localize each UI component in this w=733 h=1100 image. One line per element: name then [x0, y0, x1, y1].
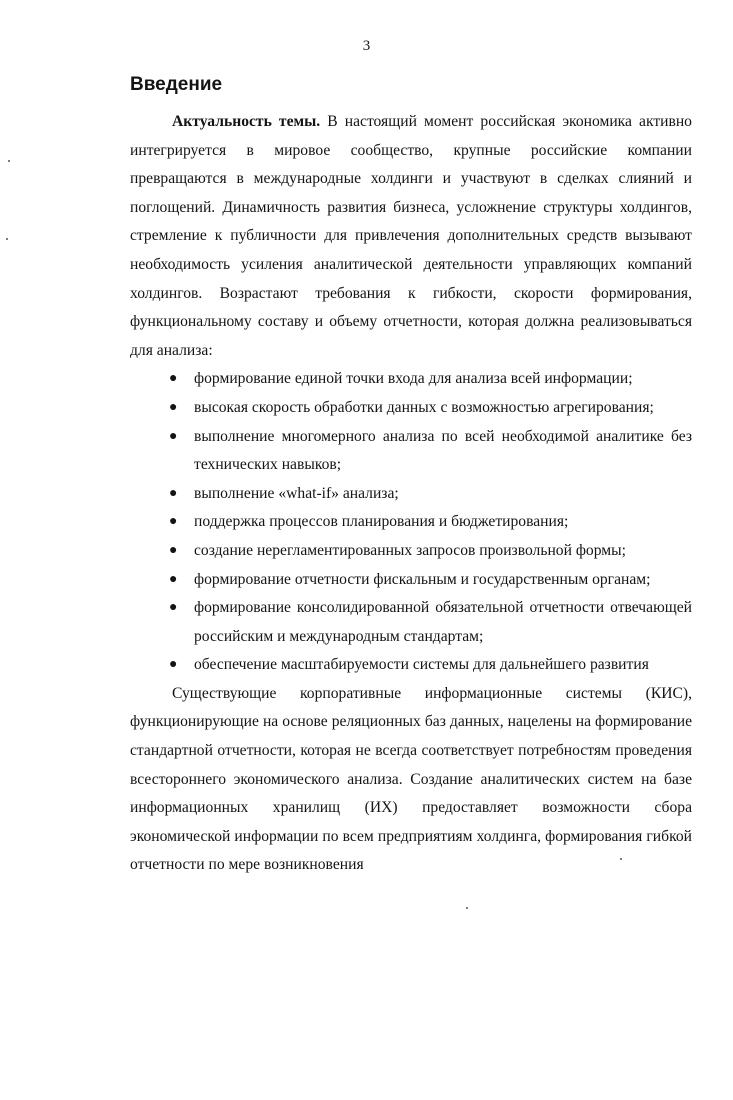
bullet-icon: ●: [169, 514, 178, 530]
list-item: ● высокая скорость обработки данных с возможностью агрегирования;: [194, 394, 692, 423]
scan-speck: [466, 907, 468, 909]
scan-speck: [8, 160, 10, 162]
intro-text: В настоящий момент российская экономика активно интегрируется в мировое сообщество, крупные российские компании превращаются в международные холдинги и участвуют в сделках слияний и поглощений. Динамичность развития бизнеса, усложнение структуры холдингов, стремление к публичности для привлечения дополнительных средств вызывают необходимость усиления аналитической деятельности управляющих компаний холдингов. Возрастают требования к гибкости, скорости формирования, функциональному составу и объему отчетности, которая должна реализовываться для анализа:: [130, 113, 692, 359]
bullet-icon: ●: [169, 399, 178, 415]
intro-lead: Актуальность темы.: [172, 113, 321, 130]
list-item: ● обеспечение масштабируемости системы для дальнейшего развития: [194, 651, 692, 680]
bullet-icon: ●: [169, 657, 178, 673]
bullet-icon: ●: [169, 428, 178, 444]
bullet-icon: ●: [169, 485, 178, 501]
bullet-icon: ●: [169, 600, 178, 616]
closing-paragraph: Существующие корпоративные информационные системы (КИС), функционирующие на основе реляционных баз данных, нацелены на формирование стандартной отчетности, которая не всегда соответствует потребностям проведения всестороннего экономического анализа. Создание аналитических систем на базе информационных хранилищ (ИХ) предоставляет возможности сбора экономической информации по всем предприятиям холдинга, формирования гибкой отчетности по мере возникновения: [130, 684, 692, 874]
requirements-list: [130, 365, 692, 680]
list-item: ● поддержка процессов планирования и бюджетирования;: [194, 508, 692, 537]
bullet-icon: ●: [169, 542, 178, 558]
body-text: [130, 108, 692, 880]
page-number: 3: [362, 38, 371, 54]
list-item: ● формирование консолидированной обязательной отчетности отвечающей российским и международным стандартам;: [194, 594, 692, 651]
intro-paragraph: [130, 108, 692, 365]
scan-speck: [620, 858, 622, 860]
list-item: ● создание нерегламентированных запросов произвольной формы;: [194, 537, 692, 566]
scan-speck: [6, 238, 8, 240]
section-heading: Введение: [130, 74, 223, 95]
list-item: ● формирование единой точки входа для анализа всей информации;: [194, 365, 692, 394]
list-item: ● формирование отчетности фискальным и государственным органам;: [194, 566, 692, 595]
bullet-icon: ●: [169, 571, 178, 587]
list-item: ● выполнение многомерного анализа по всей необходимой аналитике без технических навыков;: [194, 423, 692, 480]
bullet-icon: ●: [169, 371, 178, 387]
list-item: ● выполнение «what-if» анализа;: [194, 480, 692, 509]
